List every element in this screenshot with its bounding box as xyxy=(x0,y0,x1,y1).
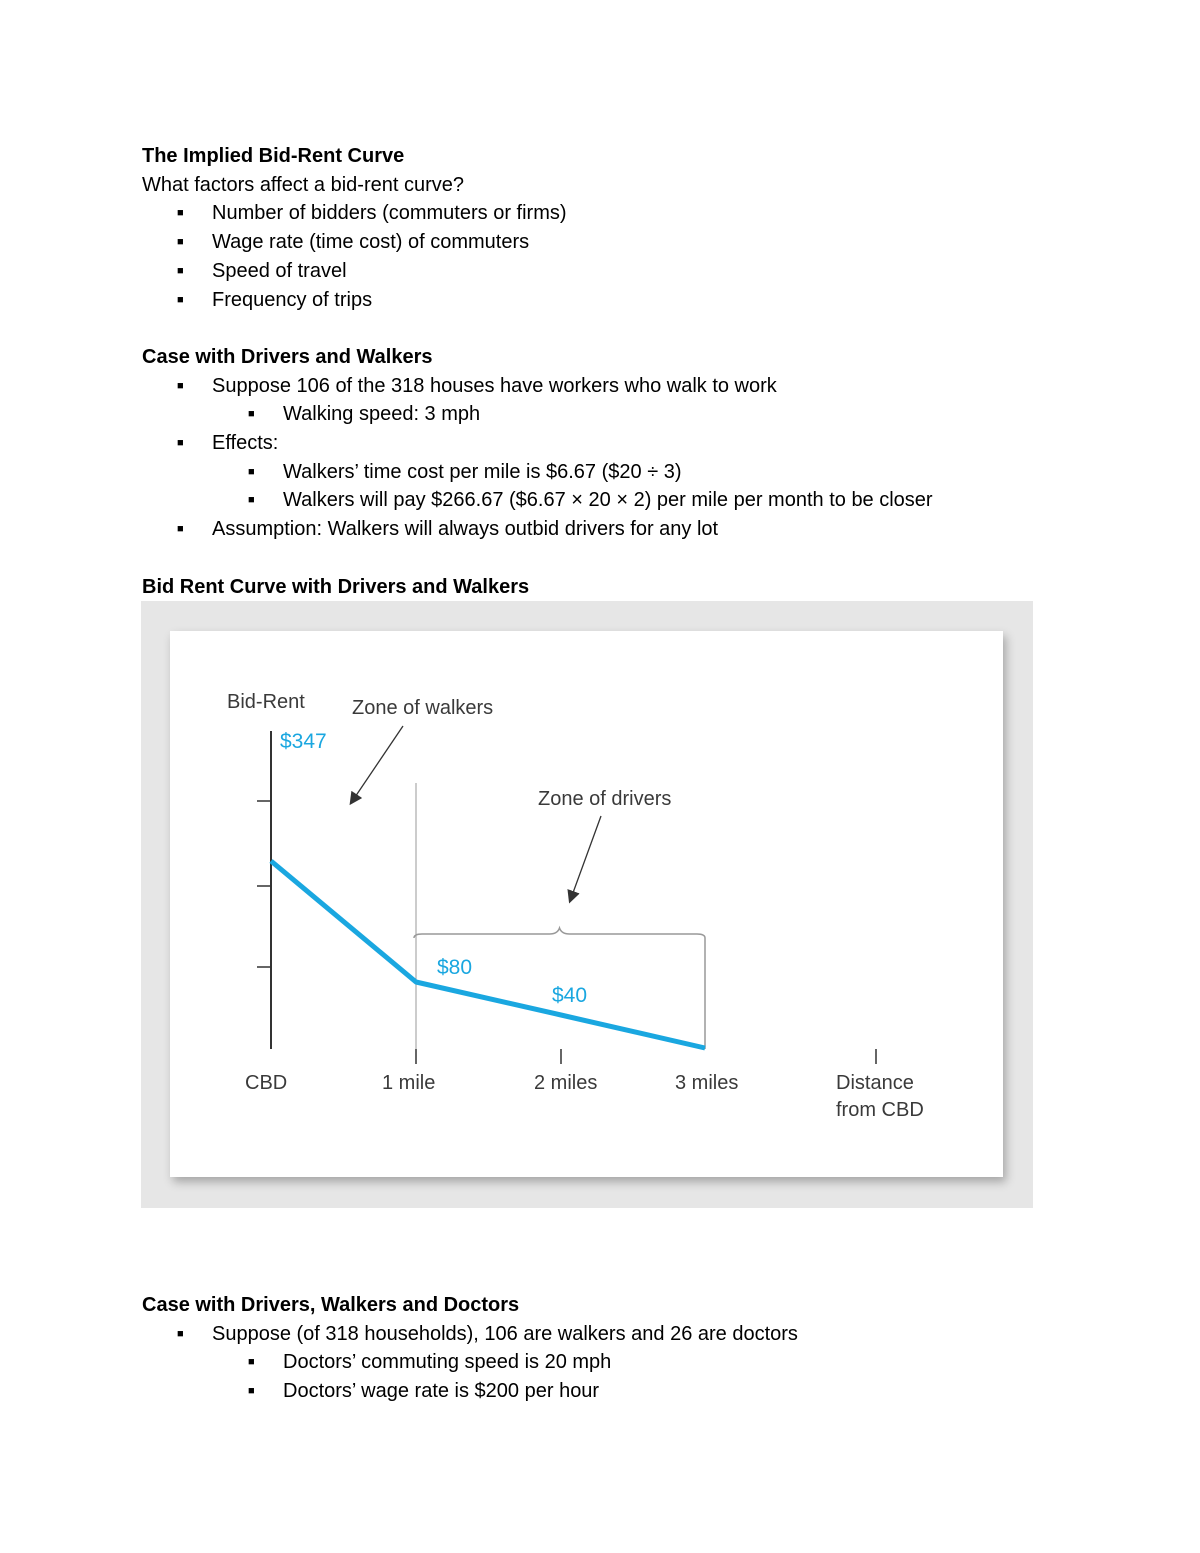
data-label: $40 xyxy=(552,984,588,1007)
bullet-icon: ■ xyxy=(177,293,184,306)
bid-rent-curve xyxy=(271,861,705,1048)
list-item: ■ Number of bidders (commuters or firms) xyxy=(142,199,1042,228)
x-tick-label: 3 miles xyxy=(675,1072,739,1094)
list-item: ■ Suppose 106 of the 318 houses have workers who walk to work xyxy=(142,372,1042,401)
list-item: ■ Frequency of trips xyxy=(142,286,1042,315)
annotation-walkers: Zone of walkers xyxy=(352,697,494,719)
bullet-icon: ■ xyxy=(177,236,184,249)
bullet-icon: ■ xyxy=(248,494,255,507)
bullet-icon: ■ xyxy=(248,1385,255,1398)
bullet-icon: ■ xyxy=(177,1327,184,1340)
bullet-icon: ■ xyxy=(177,523,184,536)
bullet-icon: ■ xyxy=(177,264,184,277)
x-axis-label: Distance xyxy=(836,1072,914,1094)
list-item: ■ Suppose (of 318 households), 106 are walkers and 26 are doctors xyxy=(142,1320,1042,1349)
figure-frame xyxy=(141,601,1033,1208)
document-body xyxy=(142,142,1042,601)
section-question: What factors affect a bid-rent curve? xyxy=(142,173,465,196)
list-item: ■ Doctors’ commuting speed is 20 mph xyxy=(142,1348,1042,1377)
bullet-icon: ■ xyxy=(248,408,255,421)
annotation-drivers: Zone of drivers xyxy=(538,788,672,810)
list-item: ■ Doctors’ wage rate is $200 per hour xyxy=(142,1377,1042,1406)
x-tick-label: 1 mile xyxy=(382,1072,436,1094)
bullet-icon: ■ xyxy=(248,1356,255,1369)
list-item: ■ Walking speed: 3 mph xyxy=(142,400,1042,429)
bullet-icon: ■ xyxy=(248,465,255,478)
list-item: ■ Speed of travel xyxy=(142,257,1042,286)
section-title-bid-rent: The Implied Bid-Rent Curve xyxy=(142,145,405,167)
figure-heading: Bid Rent Curve with Drivers and Walkers xyxy=(142,575,530,598)
drivers-walkers-list xyxy=(142,372,1042,544)
list-item: ■ Effects: xyxy=(142,429,1042,458)
list-item: ■ Walkers’ time cost per mile is $6.67 ($20 ÷ 3) xyxy=(142,458,1042,487)
bullet-icon: ■ xyxy=(177,437,184,450)
bullet-icon: ■ xyxy=(177,379,184,392)
x-tick-label: 2 miles xyxy=(534,1072,598,1094)
list-item: ■ Wage rate (time cost) of commuters xyxy=(142,228,1042,257)
chart-svg xyxy=(170,631,1003,1177)
arrow-icon xyxy=(351,726,403,803)
data-label: $347 xyxy=(280,730,327,753)
section-title-drivers-walkers: Case with Drivers and Walkers xyxy=(142,345,433,368)
list-item: ■ Assumption: Walkers will always outbid drivers for any lot xyxy=(142,515,1042,544)
section-doctors xyxy=(142,1291,1042,1406)
arrow-icon xyxy=(570,816,601,901)
bullet-icon: ■ xyxy=(177,207,184,220)
data-label: $80 xyxy=(437,956,473,979)
factors-list xyxy=(142,199,1042,314)
x-axis-label: from CBD xyxy=(836,1099,924,1121)
x-tick-label: CBD xyxy=(245,1072,288,1094)
section-title-doctors: Case with Drivers, Walkers and Doctors xyxy=(142,1294,520,1316)
list-item: ■ Walkers will pay $266.67 ($6.67 × 20 × 2) per mile per month to be closer xyxy=(142,486,1042,515)
bid-rent-chart xyxy=(170,631,1003,1177)
doctors-list xyxy=(142,1320,1042,1406)
y-axis-label: Bid-Rent xyxy=(227,691,305,713)
